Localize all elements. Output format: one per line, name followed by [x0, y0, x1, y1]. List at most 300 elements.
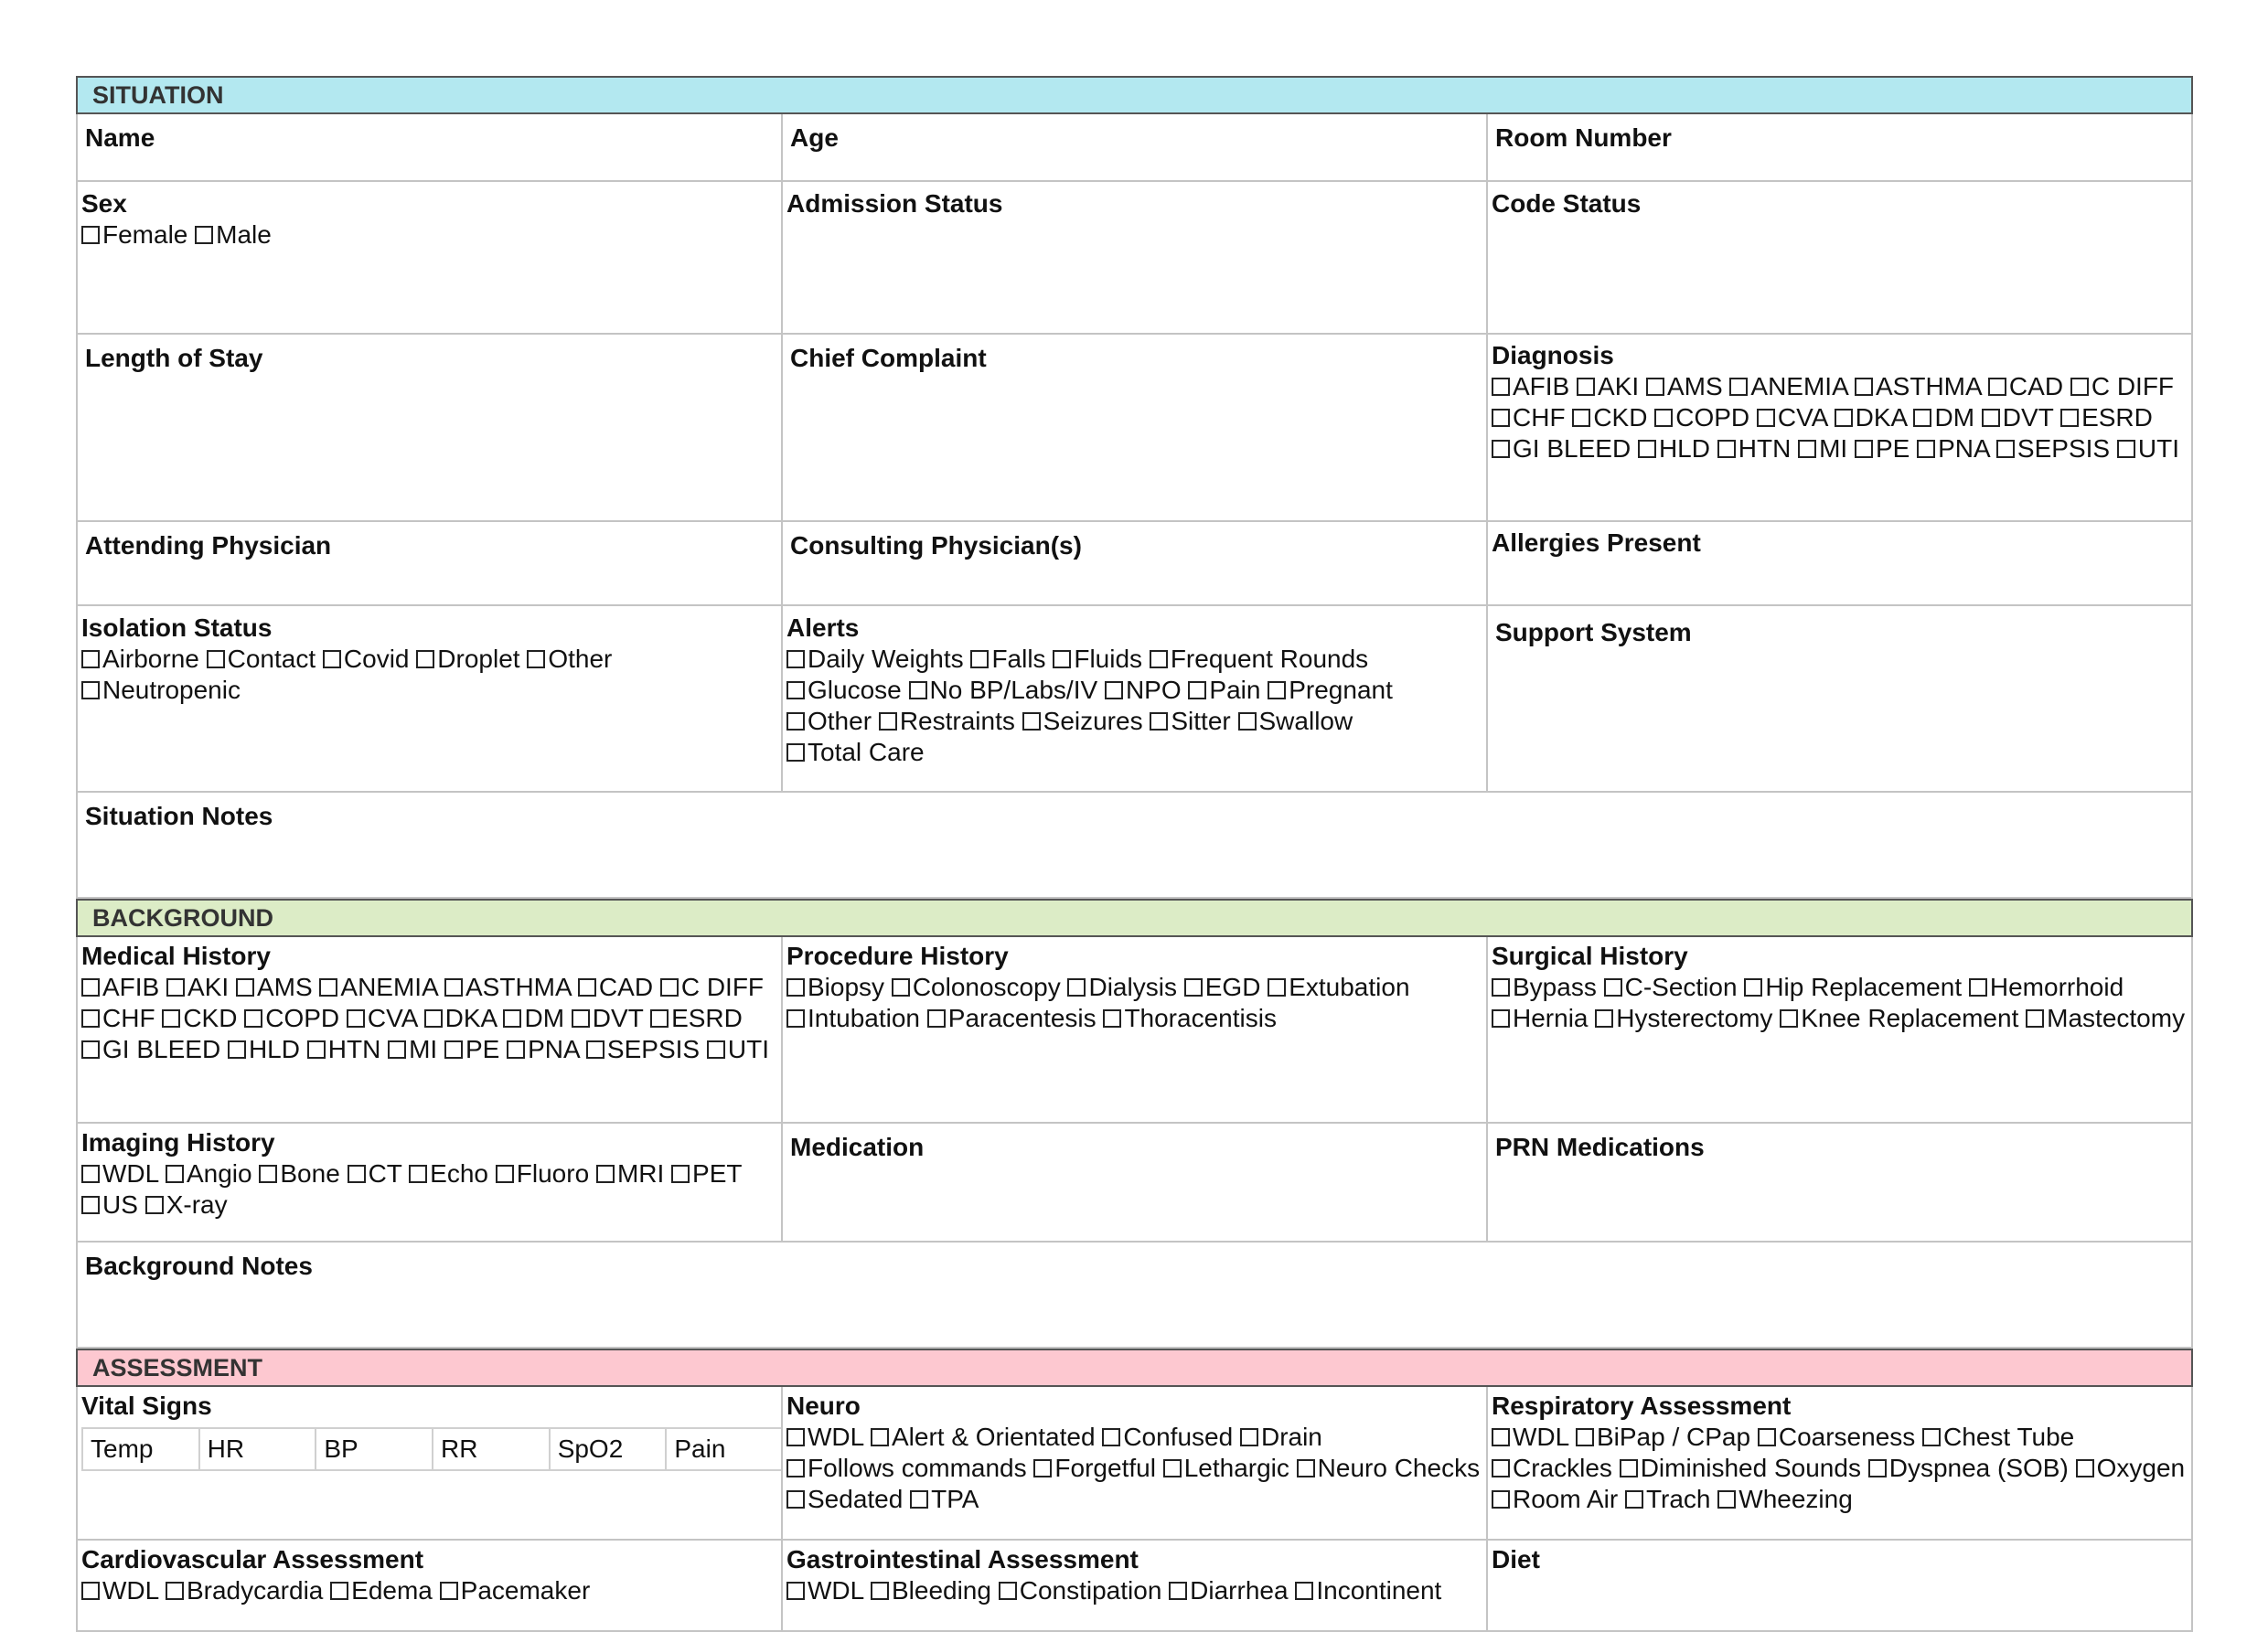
checkbox-option-label: Neuro Checks — [1317, 1454, 1481, 1482]
checkbox-icon[interactable] — [1150, 712, 1168, 731]
checkbox-option[interactable] — [1268, 973, 1409, 1001]
checkbox-icon[interactable] — [81, 650, 100, 668]
checkbox-icon[interactable] — [330, 1582, 348, 1600]
checkbox-option[interactable] — [81, 1159, 158, 1188]
checkbox-option[interactable] — [660, 973, 764, 1001]
checkbox-option[interactable] — [244, 1004, 339, 1032]
checkbox-icon[interactable] — [879, 712, 897, 731]
checkbox-icon[interactable] — [244, 1009, 262, 1028]
checkbox-icon[interactable] — [1022, 712, 1041, 731]
checkbox-icon[interactable] — [572, 1009, 590, 1028]
checkbox-option[interactable] — [166, 1576, 323, 1605]
checkbox-option-label: ESRD — [671, 1004, 743, 1032]
checkbox-option[interactable] — [444, 1035, 499, 1063]
checkbox-option[interactable] — [871, 1576, 991, 1605]
checkbox-option[interactable] — [162, 1004, 237, 1032]
checkbox-option[interactable] — [1988, 372, 2063, 400]
checkbox-option[interactable] — [1492, 1485, 1618, 1513]
checkbox-icon[interactable] — [207, 650, 225, 668]
checkbox-icon[interactable] — [1103, 1009, 1121, 1028]
checkbox-option[interactable] — [330, 1576, 433, 1605]
checkbox-option[interactable] — [578, 973, 653, 1001]
checkbox-option[interactable] — [1868, 1454, 2069, 1482]
checkbox-icon[interactable] — [1922, 1428, 1941, 1446]
checkbox-option[interactable] — [166, 1159, 252, 1188]
checkbox-option-label: No BP/Labs/IV — [929, 676, 1098, 704]
checkbox-icon[interactable] — [388, 1040, 406, 1059]
checkbox-option[interactable] — [1492, 973, 1597, 1001]
checkbox-option[interactable] — [503, 1004, 564, 1032]
checkbox-option[interactable] — [909, 676, 1098, 704]
checkbox-icon[interactable] — [892, 978, 910, 997]
checkbox-option[interactable] — [81, 1190, 138, 1219]
checkbox-icon[interactable] — [444, 978, 463, 997]
checkbox-option[interactable] — [2070, 372, 2174, 400]
checkbox-option[interactable] — [527, 645, 612, 673]
checkbox-icon[interactable] — [786, 681, 805, 699]
checkbox-option[interactable] — [1492, 1423, 1568, 1451]
checkbox-option[interactable] — [786, 707, 872, 735]
checkbox-icon[interactable] — [1163, 1459, 1182, 1477]
code-status-field[interactable] — [1488, 182, 2193, 335]
checkbox-icon[interactable] — [1604, 978, 1622, 997]
checkbox-option-label: Colonoscopy — [912, 973, 1061, 1001]
checkbox-icon[interactable] — [970, 650, 989, 668]
checkbox-option[interactable] — [1492, 434, 1631, 463]
checkbox-icon[interactable] — [409, 1165, 427, 1183]
checkbox-option[interactable] — [507, 1035, 579, 1063]
checkbox-option[interactable] — [1022, 707, 1143, 735]
checkbox-option[interactable] — [81, 1004, 155, 1032]
checkbox-option[interactable] — [786, 738, 925, 766]
checkbox-option[interactable] — [416, 645, 519, 673]
checkbox-icon[interactable] — [145, 1196, 164, 1214]
checkbox-option[interactable] — [572, 1004, 644, 1032]
checkbox-option[interactable] — [166, 973, 229, 1001]
checkbox-icon[interactable] — [440, 1582, 458, 1600]
checkbox-option[interactable] — [1184, 973, 1261, 1001]
checkbox-icon[interactable] — [2076, 1459, 2094, 1477]
checkbox-icon[interactable] — [1595, 1009, 1613, 1028]
checkbox-option[interactable] — [388, 1035, 437, 1063]
checkbox-option-label: Pregnant — [1289, 676, 1393, 704]
checkbox-option[interactable] — [1729, 372, 1847, 400]
checkbox-icon[interactable] — [1492, 440, 1510, 458]
checkbox-option-label: Sedated — [808, 1485, 904, 1513]
checkbox-option[interactable] — [1268, 676, 1393, 704]
checkbox-icon[interactable] — [444, 1040, 463, 1059]
checkbox-option[interactable] — [970, 645, 1045, 673]
checkbox-icon[interactable] — [578, 978, 596, 997]
checkbox-icon[interactable] — [228, 1040, 246, 1059]
checkbox-icon[interactable] — [786, 1490, 805, 1509]
checkbox-option[interactable] — [1492, 372, 1569, 400]
checkbox-option[interactable] — [81, 645, 199, 673]
checkbox-icon[interactable] — [909, 681, 927, 699]
checkbox-icon[interactable] — [999, 1582, 1017, 1600]
checkbox-option[interactable] — [1150, 645, 1368, 673]
checkbox-icon[interactable] — [1492, 409, 1510, 427]
checkbox-icon[interactable] — [786, 1428, 805, 1446]
checkbox-icon[interactable] — [1835, 409, 1853, 427]
checkbox-option[interactable] — [1577, 372, 1639, 400]
checkbox-icon[interactable] — [307, 1040, 326, 1059]
prn-medications-label: PRN Medications — [1495, 1133, 1705, 1161]
checkbox-icon[interactable] — [1780, 1009, 1798, 1028]
checkbox-option-label: Oxygen — [2096, 1454, 2186, 1482]
checkbox-icon[interactable] — [1996, 440, 2015, 458]
checkbox-icon[interactable] — [81, 1196, 100, 1214]
checkbox-icon[interactable] — [596, 1165, 615, 1183]
checkbox-option[interactable] — [1163, 1454, 1289, 1482]
checkbox-icon[interactable] — [1240, 1428, 1258, 1446]
checkbox-option[interactable] — [786, 1485, 903, 1513]
checkbox-option[interactable] — [424, 1004, 497, 1032]
checkbox-icon[interactable] — [1188, 681, 1206, 699]
checkbox-option[interactable] — [1240, 1423, 1322, 1451]
checkbox-icon[interactable] — [910, 1490, 928, 1509]
checkbox-option[interactable] — [347, 1004, 417, 1032]
checkbox-option-label: Neutropenic — [102, 676, 241, 704]
consulting-physicians-field[interactable] — [783, 522, 1488, 606]
checkbox-option[interactable] — [1572, 403, 1647, 432]
name-label: Name — [85, 123, 155, 152]
checkbox-icon[interactable] — [1492, 1428, 1510, 1446]
checkbox-option[interactable] — [1297, 1454, 1480, 1482]
checkbox-option[interactable] — [307, 1035, 381, 1063]
checkbox-option[interactable] — [1595, 1004, 1772, 1032]
checkbox-icon[interactable] — [424, 1009, 443, 1028]
checkbox-option[interactable] — [1169, 1576, 1288, 1605]
checkbox-option[interactable] — [444, 973, 571, 1001]
checkbox-icon[interactable] — [348, 1165, 366, 1183]
checkbox-option[interactable] — [81, 1035, 220, 1063]
checkbox-icon[interactable] — [1492, 1459, 1510, 1477]
vital-signs-column-header[interactable]: HR — [200, 1429, 317, 1471]
attending-physician-field[interactable] — [78, 522, 783, 606]
checkbox-option[interactable] — [671, 1159, 742, 1188]
checkbox-option[interactable] — [786, 1454, 1027, 1482]
checkbox-option[interactable] — [1295, 1576, 1441, 1605]
checkbox-icon[interactable] — [2070, 378, 2089, 396]
checkbox-option[interactable] — [786, 1004, 920, 1032]
checkbox-icon[interactable] — [1855, 440, 1873, 458]
checkbox-icon[interactable] — [347, 1009, 365, 1028]
checkbox-icon[interactable] — [871, 1582, 889, 1600]
support-system-field[interactable] — [1488, 606, 2193, 793]
checkbox-icon[interactable] — [319, 978, 337, 997]
admission-status-field[interactable] — [783, 182, 1488, 335]
checkbox-option[interactable] — [1855, 434, 1910, 463]
checkbox-icon[interactable] — [1572, 409, 1590, 427]
checkbox-icon[interactable] — [1917, 440, 1935, 458]
checkbox-option[interactable] — [319, 973, 437, 1001]
checkbox-icon[interactable] — [1620, 1459, 1638, 1477]
checkbox-icon[interactable] — [786, 1009, 805, 1028]
checkbox-option[interactable] — [1913, 403, 1974, 432]
checkbox-option[interactable] — [1188, 676, 1260, 704]
name-field[interactable] — [78, 114, 783, 182]
checkbox-option[interactable] — [1835, 403, 1907, 432]
checkbox-icon[interactable] — [166, 978, 185, 997]
background-notes-field[interactable] — [78, 1243, 2193, 1349]
checkbox-option-label: Diminished Sounds — [1640, 1454, 1861, 1482]
checkbox-icon[interactable] — [660, 978, 679, 997]
checkbox-icon[interactable] — [1625, 1490, 1643, 1509]
checkbox-icon[interactable] — [81, 978, 100, 997]
checkbox-option-label: Swallow — [1258, 707, 1353, 735]
checkbox-icon[interactable] — [1913, 409, 1931, 427]
checkbox-option[interactable] — [195, 220, 272, 249]
checkbox-icon[interactable] — [2117, 440, 2135, 458]
checkbox-option[interactable] — [1717, 434, 1792, 463]
support-system-label: Support System — [1495, 618, 1692, 646]
checkbox-option[interactable] — [871, 1423, 1096, 1451]
checkbox-icon[interactable] — [162, 1009, 180, 1028]
checkbox-icon[interactable] — [786, 978, 805, 997]
checkbox-icon[interactable] — [1297, 1459, 1315, 1477]
checkbox-option[interactable] — [1646, 372, 1723, 400]
checkbox-icon[interactable] — [1868, 1459, 1887, 1477]
checkbox-icon[interactable] — [1184, 978, 1203, 997]
checkbox-icon[interactable] — [1798, 440, 1816, 458]
sex-options — [81, 219, 777, 251]
checkbox-option[interactable] — [786, 645, 964, 673]
checkbox-icon[interactable] — [1033, 1459, 1052, 1477]
checkbox-icon[interactable] — [503, 1009, 521, 1028]
neuro-options — [786, 1422, 1482, 1515]
checkbox-icon[interactable] — [1717, 1490, 1736, 1509]
checkbox-option[interactable] — [786, 973, 884, 1001]
checkbox-option[interactable] — [1102, 1423, 1233, 1451]
checkbox-icon[interactable] — [1576, 1428, 1594, 1446]
checkbox-icon[interactable] — [1758, 1428, 1776, 1446]
checkbox-icon[interactable] — [81, 1009, 100, 1028]
diet-field[interactable] — [1488, 1541, 2193, 1632]
checkbox-option[interactable] — [1576, 1423, 1750, 1451]
checkbox-icon[interactable] — [81, 681, 100, 699]
checkbox-icon[interactable] — [81, 1040, 100, 1059]
checkbox-icon[interactable] — [871, 1428, 889, 1446]
checkbox-icon[interactable] — [81, 1582, 100, 1600]
vital-signs-column-header[interactable]: Temp — [83, 1429, 200, 1471]
checkbox-icon[interactable] — [1268, 681, 1286, 699]
checkbox-option[interactable] — [236, 973, 313, 1001]
checkbox-icon[interactable] — [786, 1459, 805, 1477]
checkbox-icon[interactable] — [1577, 378, 1595, 396]
checkbox-icon[interactable] — [166, 1582, 184, 1600]
checkbox-icon[interactable] — [1150, 650, 1168, 668]
situation-notes-field[interactable] — [78, 793, 2193, 899]
checkbox-icon[interactable] — [1988, 378, 2006, 396]
checkbox-option[interactable] — [1758, 1423, 1915, 1451]
length-of-stay-field[interactable] — [78, 335, 783, 522]
medication-field[interactable] — [783, 1124, 1488, 1243]
checkbox-icon[interactable] — [1492, 378, 1510, 396]
checkbox-icon[interactable] — [496, 1165, 514, 1183]
checkbox-icon[interactable] — [1717, 440, 1736, 458]
checkbox-option[interactable] — [1780, 1004, 2018, 1032]
checkbox-option[interactable] — [2026, 1004, 2185, 1032]
checkbox-icon[interactable] — [786, 712, 805, 731]
checkbox-icon[interactable] — [507, 1040, 525, 1059]
checkbox-option[interactable] — [1744, 973, 1962, 1001]
checkbox-option[interactable] — [1238, 707, 1353, 735]
vital-signs-column-header[interactable]: RR — [433, 1429, 551, 1471]
checkbox-option[interactable] — [1604, 973, 1738, 1001]
checkbox-option-label: PE — [465, 1035, 500, 1063]
checkbox-icon[interactable] — [2026, 1009, 2044, 1028]
checkbox-icon[interactable] — [786, 743, 805, 762]
checkbox-icon[interactable] — [323, 650, 341, 668]
gastrointestinal-assessment-options — [786, 1575, 1482, 1606]
checkbox-option[interactable] — [440, 1576, 591, 1605]
checkbox-icon[interactable] — [1295, 1582, 1313, 1600]
checkbox-option[interactable] — [1492, 1004, 1588, 1032]
checkbox-icon[interactable] — [586, 1040, 604, 1059]
checkbox-option[interactable] — [1798, 434, 1847, 463]
checkbox-option-label: AMS — [256, 973, 313, 1001]
prn-medications-field[interactable] — [1488, 1124, 2193, 1243]
checkbox-option-label: Coarseness — [1778, 1423, 1916, 1451]
checkbox-option[interactable] — [1625, 1485, 1711, 1513]
checkbox-option[interactable] — [323, 645, 410, 673]
checkbox-option[interactable] — [228, 1035, 300, 1063]
checkbox-option[interactable] — [1620, 1454, 1861, 1482]
checkbox-icon[interactable] — [671, 1165, 690, 1183]
checkbox-option[interactable] — [1996, 434, 2110, 463]
checkbox-option[interactable] — [145, 1190, 228, 1219]
checkbox-option[interactable] — [927, 1004, 1097, 1032]
checkbox-option[interactable] — [81, 220, 187, 249]
checkbox-icon[interactable] — [195, 226, 213, 244]
checkbox-option[interactable] — [1150, 707, 1230, 735]
age-field[interactable] — [783, 114, 1488, 182]
checkbox-icon[interactable] — [1654, 409, 1673, 427]
vital-signs-column-header[interactable]: SpO2 — [551, 1429, 668, 1471]
checkbox-option[interactable] — [207, 645, 316, 673]
checkbox-option[interactable] — [1717, 1485, 1853, 1513]
checkbox-icon[interactable] — [1757, 409, 1775, 427]
checkbox-option[interactable] — [1053, 645, 1142, 673]
checkbox-option-label: DKA — [1855, 403, 1907, 432]
checkbox-option[interactable] — [910, 1485, 979, 1513]
checkbox-icon[interactable] — [1102, 1428, 1120, 1446]
alerts-options — [786, 644, 1482, 768]
checkbox-option[interactable] — [81, 676, 241, 704]
checkbox-icon[interactable] — [1638, 440, 1656, 458]
checkbox-option[interactable] — [586, 1035, 700, 1063]
checkbox-option[interactable] — [1922, 1423, 2074, 1451]
checkbox-icon[interactable] — [416, 650, 434, 668]
checkbox-option-label: Constipation — [1019, 1576, 1162, 1605]
checkbox-option[interactable] — [1855, 372, 1981, 400]
checkbox-icon[interactable] — [81, 1165, 100, 1183]
checkbox-icon[interactable] — [1744, 978, 1762, 997]
chief-complaint-field[interactable] — [783, 335, 1488, 522]
checkbox-option[interactable] — [1969, 973, 2124, 1001]
checkbox-option[interactable] — [1757, 403, 1827, 432]
checkbox-option[interactable] — [1103, 1004, 1277, 1032]
checkbox-option[interactable] — [786, 676, 902, 704]
checkbox-option[interactable] — [409, 1159, 488, 1188]
checkbox-option[interactable] — [2060, 403, 2153, 432]
checkbox-icon[interactable] — [259, 1165, 277, 1183]
checkbox-option[interactable] — [81, 1576, 158, 1605]
allergies-present-field[interactable] — [1488, 522, 2193, 606]
checkbox-option-label: DVT — [592, 1004, 644, 1032]
checkbox-option[interactable] — [1654, 403, 1749, 432]
checkbox-icon[interactable] — [1855, 378, 1873, 396]
checkbox-option-label: PNA — [1938, 434, 1990, 463]
checkbox-option[interactable] — [1105, 676, 1182, 704]
checkbox-icon[interactable] — [1969, 978, 1987, 997]
checkbox-option[interactable] — [879, 707, 1015, 735]
checkbox-option[interactable] — [496, 1159, 589, 1188]
checkbox-icon[interactable] — [236, 978, 254, 997]
checkbox-option[interactable] — [1492, 403, 1566, 432]
checkbox-icon[interactable] — [1238, 712, 1257, 731]
checkbox-icon[interactable] — [927, 1009, 946, 1028]
checkbox-icon[interactable] — [786, 1582, 805, 1600]
medical-history-field — [78, 937, 783, 1124]
checkbox-option[interactable] — [786, 1423, 863, 1451]
checkbox-icon[interactable] — [2060, 409, 2079, 427]
checkbox-option[interactable] — [1917, 434, 1989, 463]
checkbox-icon[interactable] — [81, 226, 100, 244]
checkbox-icon[interactable] — [1492, 1490, 1510, 1509]
checkbox-icon[interactable] — [1729, 378, 1748, 396]
checkbox-icon[interactable] — [166, 1165, 184, 1183]
checkbox-icon[interactable] — [1105, 681, 1123, 699]
vital-signs-column-header[interactable]: Pain — [667, 1429, 783, 1471]
checkbox-option[interactable] — [1492, 1454, 1612, 1482]
checkbox-option[interactable] — [596, 1159, 664, 1188]
checkbox-option[interactable] — [892, 973, 1061, 1001]
checkbox-option[interactable] — [1982, 403, 2054, 432]
consulting-physicians-label: Consulting Physician(s) — [790, 531, 1082, 560]
checkbox-option[interactable] — [786, 1576, 863, 1605]
checkbox-option[interactable] — [2076, 1454, 2186, 1482]
checkbox-icon[interactable] — [786, 650, 805, 668]
checkbox-option[interactable] — [348, 1159, 402, 1188]
checkbox-option[interactable] — [259, 1159, 339, 1188]
situation-section-header: SITUATION — [76, 76, 2193, 114]
checkbox-icon[interactable] — [1982, 409, 2000, 427]
checkbox-icon[interactable] — [1646, 378, 1664, 396]
checkbox-icon[interactable] — [707, 1040, 725, 1059]
checkbox-icon[interactable] — [527, 650, 545, 668]
checkbox-option[interactable] — [1638, 434, 1710, 463]
checkbox-option[interactable] — [1033, 1454, 1156, 1482]
checkbox-option-label: AFIB — [102, 973, 160, 1001]
checkbox-option[interactable] — [81, 973, 159, 1001]
checkbox-icon[interactable] — [1268, 978, 1286, 997]
checkbox-option[interactable] — [707, 1035, 769, 1063]
checkbox-option[interactable] — [1067, 973, 1176, 1001]
checkbox-icon[interactable] — [1053, 650, 1071, 668]
checkbox-icon[interactable] — [1169, 1582, 1187, 1600]
checkbox-option[interactable] — [2117, 434, 2179, 463]
checkbox-icon[interactable] — [1492, 1009, 1510, 1028]
checkbox-icon[interactable] — [1067, 978, 1086, 997]
checkbox-icon[interactable] — [650, 1009, 669, 1028]
checkbox-icon[interactable] — [1492, 978, 1510, 997]
checkbox-option[interactable] — [650, 1004, 743, 1032]
vital-signs-column-header[interactable]: BP — [316, 1429, 433, 1471]
room-number-field[interactable] — [1488, 114, 2193, 182]
checkbox-option[interactable] — [999, 1576, 1162, 1605]
